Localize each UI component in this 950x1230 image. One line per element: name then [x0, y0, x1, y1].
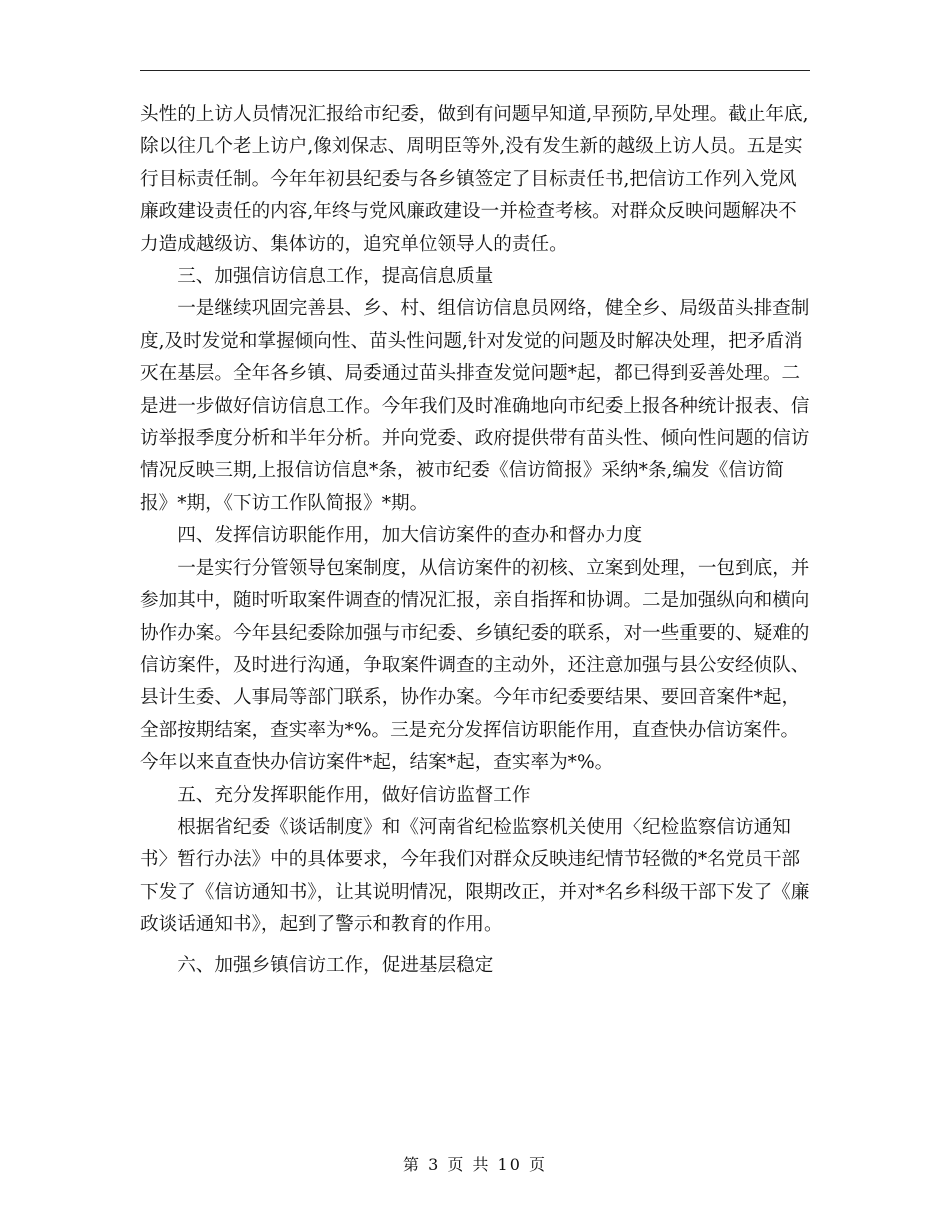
section-heading: 三、加强信访信息工作，提高信息质量 — [177, 266, 494, 288]
body-paragraph: 一是实行分管领导包案制度，从信访案件的初核、立案到处理，一包到底，并参加其中，随时听取案件调查的情况汇报，亲自指挥和协调。二是加强纵向和横向协作办案。今年县纪委除加强与市纪委、乡镇纪委的联系，对一些重要的、疑难的信访案件，及时进行沟通，争取案件调查的主动外，还注意加强与县公安经侦队、县计生委、人事局等部门联系，协作办案。今年市纪委要结果、要回音案件*起，全部按期结案，查实率为*%。三是充分发挥信访职能作用，直查快办信访案件。今年以来直查快办信访案件*起，结案*起，查实率为*%。 — [140, 557, 810, 774]
document-body — [140, 99, 810, 982]
section-heading: 六、加强乡镇信访工作，促进基层稳定 — [177, 954, 494, 976]
section-heading: 五、充分发挥职能作用，做好信访监督工作 — [177, 784, 531, 806]
body-paragraph: 头性的上访人员情况汇报给市纪委，做到有问题早知道,早预防,早处理。截止年底,除以往几个老上访户,像刘保志、周明臣等外,没有发生新的越级上访人员。五是实行目标责任制。今年年初县纪委与各乡镇签定了目标责任书,把信访工作列入党风廉政建设责任的内容,年终与党风廉政建设一并检查考核。对群众反映问题解决不力造成越级访、集体访的，追究单位领导人的责任。 — [140, 104, 809, 255]
body-paragraph: 根据省纪委《谈话制度》和《河南省纪检监察机关使用〈纪检监察信访通知书〉暂行办法》中的具体要求，今年我们对群众反映违纪情节轻微的*名党员干部下发了《信访通知书》，让其说明情况，限期改正，并对*名乡科级干部下发了《廉政谈话通知书》，起到了警示和教育的作用。 — [140, 816, 810, 936]
body-paragraph: 一是继续巩固完善县、乡、村、组信访信息员网络，健全乡、局级苗头排查制度,及时发觉和掌握倾向性、苗头性问题,针对发觉的问题及时解决处理，把矛盾消灭在基层。全年各乡镇、局委通过苗头排查发觉问题*起，都已得到妥善处理。二是进一步做好信访信息工作。今年我们及时准确地向市纪委上报各种统计报表、信访举报季度分析和半年分析。并向党委、政府提供带有苗头性、倾向性问题的信访情况反映三期,上报信访信息*条，被市纪委《信访简报》采纳*条,编发《信访简报》*期，《下访工作队简报》*期。 — [140, 298, 810, 514]
section-heading: 四、发挥信访职能作用，加大信访案件的查办和督办力度 — [177, 525, 643, 547]
header-rule — [140, 70, 810, 71]
page-number: 第 3 页 共 10 页 — [403, 1155, 547, 1174]
